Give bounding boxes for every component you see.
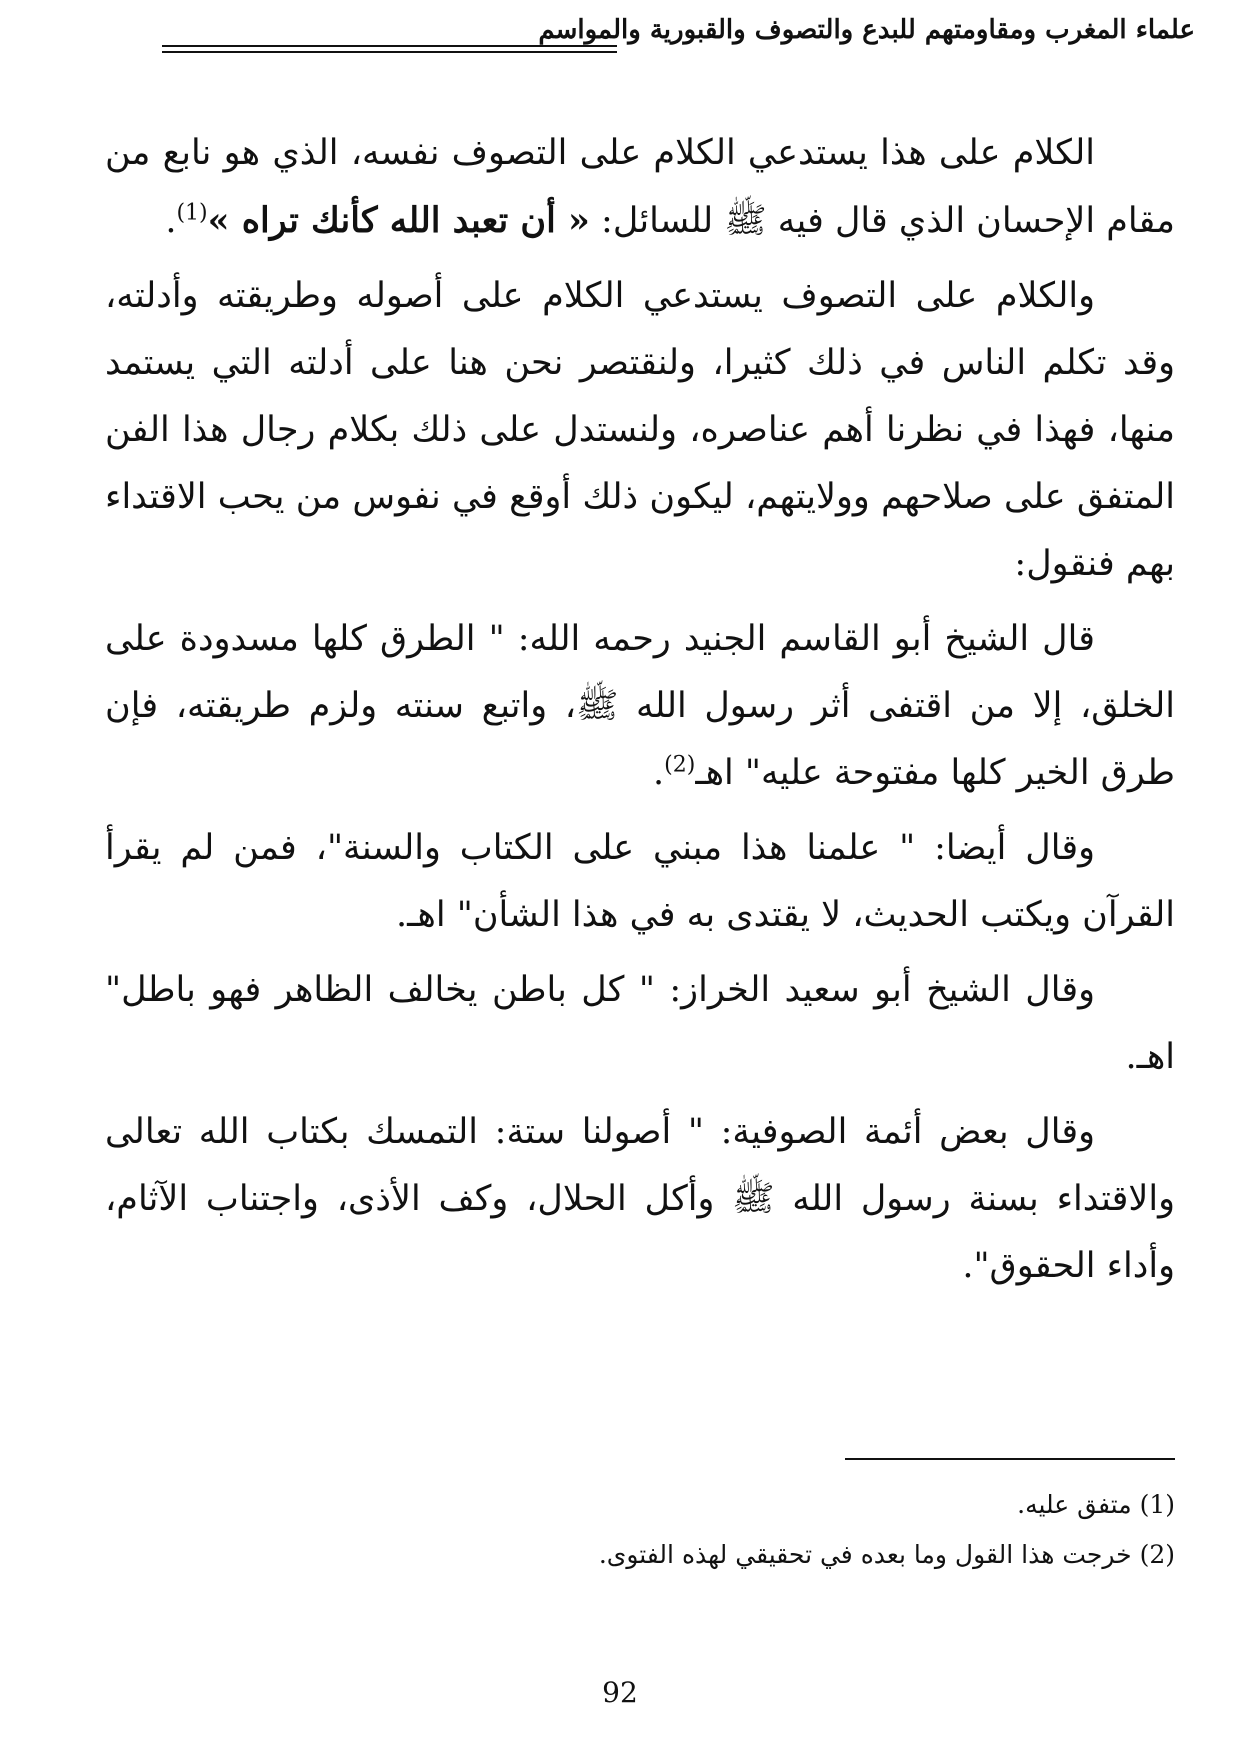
footnote	[105, 1480, 1175, 1530]
paragraph	[105, 957, 1175, 1091]
running-title: علماء المغرب ومقاومتهم للبدع والتصوف والقبورية والمواسم	[538, 15, 1195, 45]
paragraph-text: قال الشيخ أبو القاسم الجنيد رحمه الله: " الطرق كلها مسدودة على الخلق، إلا من اقتفى أثر رسول الله ﷺ، واتبع سنته ولزم طريقته، فإن طرق الخير كلها مفتوحة عليه" اهـ	[105, 619, 1175, 793]
footnote-text: خرجت هذا القول وما بعده في تحقيقي لهذه الفتوى.	[598, 1540, 1132, 1569]
paragraph-text: وقال الشيخ أبو سعيد الخراز: " كل باطن يخالف الظاهر فهو باطل" اهـ.	[105, 970, 1175, 1077]
paragraph-text: الكلام على هذا يستدعي الكلام على التصوف نفسه، الذي هو نابع من مقام الإحسان الذي قال فيه ﷺ للسائل:	[105, 133, 1175, 241]
header-rule	[162, 51, 617, 53]
footnote-number: (2)	[1139, 1540, 1175, 1569]
page-number: 92	[602, 1676, 638, 1709]
hadith-quote: « أن تعبد الله كأنك تراه »	[207, 200, 590, 241]
footnote-ref: (1)	[176, 200, 208, 226]
paragraph-end: .	[652, 753, 665, 793]
footnote-rule	[845, 1458, 1175, 1460]
paragraph-text: وقال أيضا: " علمنا هذا مبني على الكتاب والسنة"، فمن لم يقرأ القرآن ويكتب الحديث، لا يقتدى به في هذا الشأن" اهـ.	[105, 828, 1175, 935]
paragraph-text: والكلام على التصوف يستدعي الكلام على أصوله وطريقته وأدلته، وقد تكلم الناس في ذلك كثيرا، ولنقتصر نحن هنا على أدلته التي يستمد منها، فهذا في نظرنا أهم عناصره، ولنستدل على ذلك بكلام رجال هذا الفن المتفق على صلاحهم وولايتهم، ليكون ذلك أوقع في نفوس من يحب الاقتداء بهم فنقول:	[105, 276, 1175, 584]
footnote-ref: (2)	[664, 752, 696, 778]
paragraph	[105, 815, 1175, 949]
footnote-number: (1)	[1139, 1490, 1175, 1519]
header-rule	[162, 45, 617, 47]
paragraph	[105, 606, 1175, 807]
main-text	[105, 120, 1175, 1308]
paragraph-end: .	[165, 201, 177, 241]
paragraph	[105, 263, 1175, 598]
footnotes	[105, 1480, 1175, 1580]
footnote	[105, 1530, 1175, 1580]
paragraph	[105, 1099, 1175, 1300]
footnote-text: متفق عليه.	[1017, 1490, 1132, 1519]
paragraph	[105, 120, 1175, 255]
paragraph-text: وقال بعض أئمة الصوفية: " أصولنا ستة: التمسك بكتاب الله تعالى والاقتداء بسنة رسول الله ﷺ وأكل الحلال، وكف الأذى، واجتناب الآثام، وأداء الحقوق".	[105, 1112, 1175, 1286]
